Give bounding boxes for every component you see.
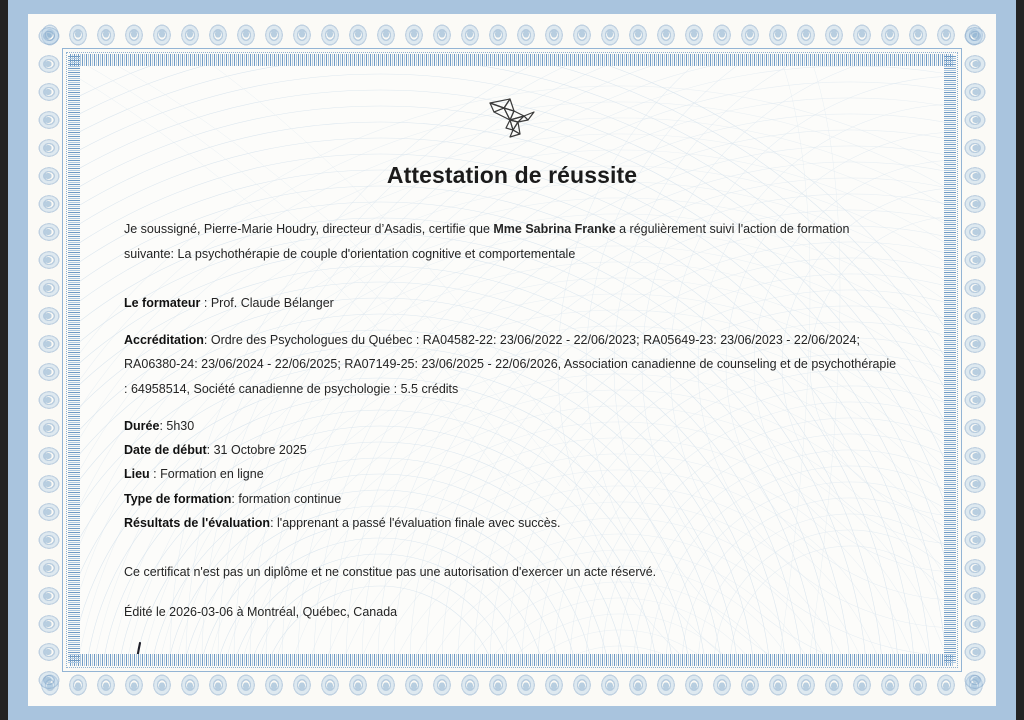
- field-sep-date-debut: :: [206, 442, 214, 457]
- field-row-date-debut: [124, 438, 900, 462]
- border-hatch-top: [70, 54, 954, 66]
- field-value-date-debut: 31 Octobre 2025: [213, 442, 307, 457]
- certificate-body: [80, 66, 944, 654]
- field-row-duree: [124, 414, 900, 438]
- handwritten-signature-icon: [124, 635, 314, 654]
- field-row-resultats: [124, 511, 900, 535]
- field-label-date-debut: Date de début: [124, 442, 207, 457]
- field-sep-resultats: :: [270, 516, 278, 530]
- field-label-duree: Durée: [124, 418, 160, 433]
- field-value-resultats: l'apprenant a passé l'évaluation finale avec succès.: [277, 516, 561, 530]
- disclaimer-text: Ce certificat n'est pas un diplôme et ne constitue pas une autorisation d'exercer un acte réservé.: [124, 565, 657, 580]
- border-medallions-right: [958, 22, 988, 698]
- field-row-accreditation: [124, 328, 900, 401]
- border-medallions-bottom: [36, 668, 988, 698]
- field-value-type-formation: formation continue: [238, 491, 342, 506]
- border-hatch-right: [944, 56, 956, 664]
- field-row-lieu: [124, 462, 900, 486]
- left-gutter-strip: [0, 0, 8, 720]
- field-value-duree: 5h30: [166, 418, 195, 433]
- border-hatch-left: [68, 56, 80, 664]
- field-sep-formateur: :: [200, 296, 211, 310]
- intro-text-after: a régulièrement suivi l'action de formation suivante: La psychothérapie de couple d'orientation cognitive et comportementale: [124, 222, 850, 261]
- origami-bird-icon: [480, 94, 544, 142]
- intro-text-before: Je soussigné, Pierre-Marie Houdry, directeur d’Asadis, certifie que: [124, 222, 494, 236]
- field-value-lieu: Formation en ligne: [160, 467, 264, 482]
- border-medallions-left: [36, 22, 66, 698]
- field-value-formateur: Prof. Claude Bélanger: [210, 296, 334, 310]
- field-label-resultats: Résultats de l'évaluation: [124, 516, 271, 530]
- certificate-sheet: [28, 14, 996, 706]
- field-sep-duree: :: [159, 418, 167, 433]
- field-label-type-formation: Type de formation: [124, 491, 232, 506]
- field-label-formateur: Le formateur: [124, 296, 201, 310]
- signature-area: [124, 635, 900, 654]
- border-hatch-bottom: [70, 654, 954, 666]
- recipient-name: Mme Sabrina Franke: [493, 222, 616, 236]
- field-row-formateur: [124, 291, 900, 315]
- border-medallions-top: [36, 22, 988, 52]
- intro-paragraph: [124, 217, 900, 267]
- page-title: Attestation de réussite: [386, 162, 638, 188]
- field-label-lieu: Lieu: [124, 467, 150, 482]
- field-row-type-formation: [124, 487, 900, 511]
- field-sep-accreditation: :: [203, 332, 211, 347]
- content-area: [80, 66, 944, 654]
- field-sep-type-formation: :: [231, 491, 239, 506]
- field-label-accreditation: Accréditation: [124, 332, 204, 347]
- right-gutter-strip: [1016, 0, 1024, 720]
- logo-row: [124, 66, 900, 152]
- details-block: [124, 291, 900, 535]
- field-sep-lieu: :: [149, 467, 161, 482]
- field-value-accreditation: Ordre des Psychologues du Québec : RA04582-22: 23/06/2022 - 22/06/2023; RA05649-23: 23/06/2023 - 22/06/2024; RA06380-24: 23/06/2024 - 22/06/2025; RA07149-25: 23/06/2025 - 22/06/2026, Association canadienne de counseling et de psychothérapie : 64958514, Société canadienne de psychologie : 5.5 crédits: [124, 332, 897, 396]
- issued-line: Édité le 2026-03-06 à Montréal, Québec, Canada: [124, 605, 398, 620]
